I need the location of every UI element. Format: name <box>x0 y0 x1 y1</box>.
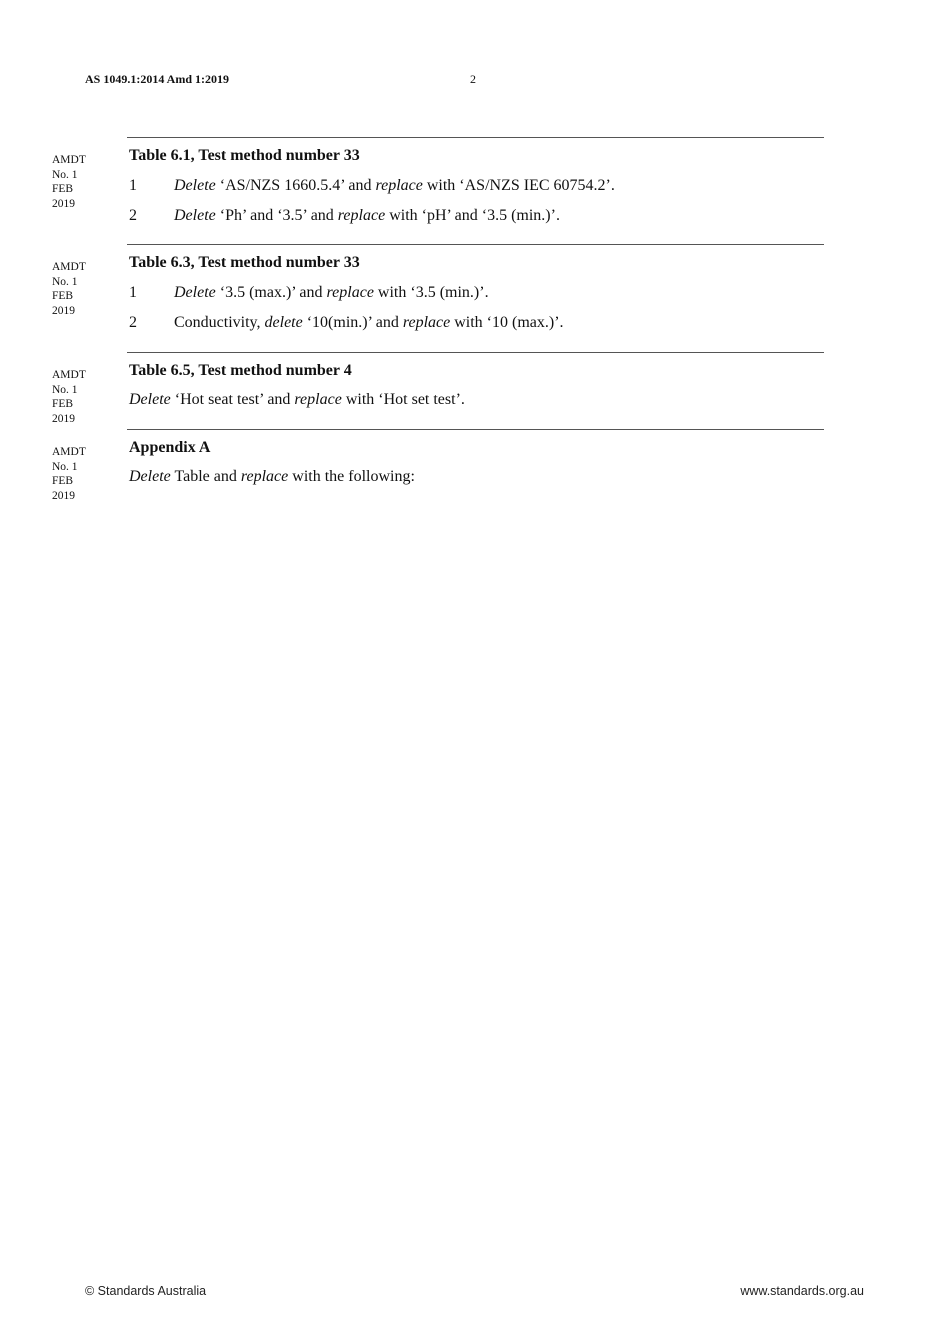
amendment-item <box>129 176 824 196</box>
item-text <box>174 283 489 303</box>
margin-note-number: No. 1 <box>52 275 78 288</box>
margin-note-year: 2019 <box>52 304 75 317</box>
margin-note-month: FEB <box>52 290 74 302</box>
amendment-paragraph <box>129 467 824 487</box>
instruction-verb: replace <box>240 468 289 485</box>
instruction-verb: Delete <box>129 468 171 485</box>
item-text-part: ‘3.5 (max.)’ and <box>215 284 327 301</box>
paragraph-text-part: Table and <box>170 468 241 485</box>
item-text <box>174 176 615 196</box>
margin-note-year: 2019 <box>52 412 75 425</box>
margin-note-number: No. 1 <box>52 383 78 396</box>
instruction-verb: replace <box>294 391 342 408</box>
website-url: www.standards.org.au <box>740 1284 864 1298</box>
item-text-part: with ‘pH’ and ‘3.5 (min.)’. <box>385 207 560 224</box>
instruction-verb: Delete <box>174 207 216 224</box>
margin-note-amdt: AMDT <box>52 154 86 166</box>
item-text-part: ‘Ph’ and ‘3.5’ and <box>215 207 338 224</box>
section-title: Table 6.5, Test method number 4 <box>129 362 352 379</box>
page-number: 2 <box>470 72 476 86</box>
instruction-verb: replace <box>402 314 451 331</box>
section-title: Appendix A <box>129 439 211 456</box>
section-title: Table 6.1, Test method number 33 <box>129 147 360 164</box>
amendment-paragraph <box>129 390 824 410</box>
section-title: Table 6.3, Test method number 33 <box>129 254 360 271</box>
amendment-margin-note <box>52 260 86 318</box>
margin-note-amdt: AMDT <box>52 369 86 381</box>
item-text-part: Conductivity, <box>174 314 265 331</box>
amendment-item <box>129 313 824 333</box>
amendment-margin-note <box>52 368 86 426</box>
item-text <box>174 206 560 226</box>
margin-note-year: 2019 <box>52 197 75 210</box>
copyright-notice: © Standards Australia <box>85 1284 207 1298</box>
paragraph-text-part: with the following: <box>288 468 415 485</box>
section-divider <box>127 352 824 353</box>
paragraph-text-part: ‘Hot seat test’ and <box>170 391 295 408</box>
instruction-verb: delete <box>264 314 303 331</box>
instruction-verb: Delete <box>174 177 216 194</box>
margin-note-month: FEB <box>52 398 74 410</box>
margin-note-month: FEB <box>52 183 74 195</box>
margin-note-number: No. 1 <box>52 460 78 473</box>
item-number: 1 <box>129 284 137 301</box>
document-identifier: AS 1049.1:2014 Amd 1:2019 <box>85 72 230 86</box>
instruction-verb: replace <box>337 207 386 224</box>
section-divider <box>127 429 824 430</box>
item-text-part: ‘AS/NZS 1660.5.4’ and <box>215 177 376 194</box>
amendment-item <box>129 283 824 303</box>
instruction-verb: Delete <box>174 284 216 301</box>
amendment-margin-note <box>52 153 86 211</box>
item-text-part: with ‘10 (max.)’. <box>450 314 564 331</box>
instruction-verb: replace <box>326 284 374 301</box>
margin-note-year: 2019 <box>52 489 75 502</box>
item-text-part: ‘10(min.)’ and <box>302 314 403 331</box>
section-divider <box>127 137 824 138</box>
margin-note-number: No. 1 <box>52 168 78 181</box>
item-text-part: with ‘3.5 (min.)’. <box>373 284 489 301</box>
item-number: 2 <box>129 314 137 331</box>
margin-note-amdt: AMDT <box>52 261 86 273</box>
item-text-part: with ‘AS/NZS IEC 60754.2’. <box>422 177 615 194</box>
instruction-verb: replace <box>375 177 423 194</box>
margin-note-month: FEB <box>52 475 74 487</box>
instruction-verb: Delete <box>129 391 171 408</box>
section-divider <box>127 244 824 245</box>
amendment-margin-note <box>52 445 86 503</box>
item-number: 2 <box>129 207 137 224</box>
item-text <box>174 313 564 333</box>
margin-note-amdt: AMDT <box>52 446 86 458</box>
item-number: 1 <box>129 177 137 194</box>
paragraph-text-part: with ‘Hot set test’. <box>341 391 465 408</box>
amendment-item <box>129 206 824 226</box>
